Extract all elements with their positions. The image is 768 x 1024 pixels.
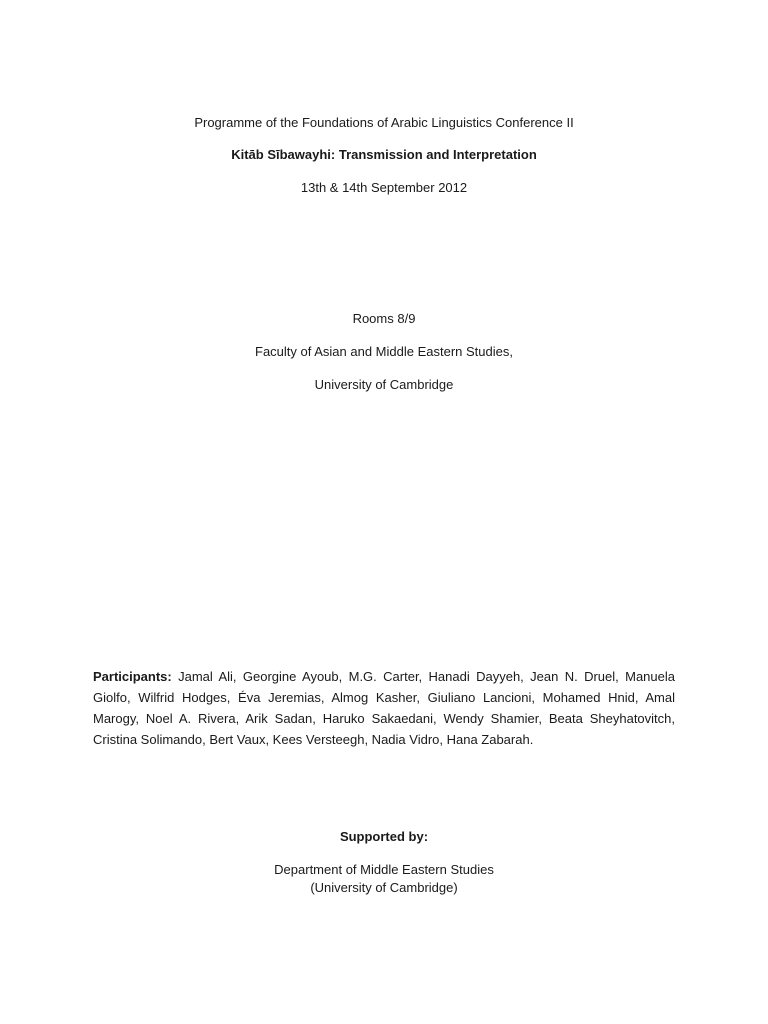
conference-dates: 13th & 14th September 2012 [300, 180, 468, 195]
venue-rooms: Rooms 8/9 [352, 311, 416, 326]
supporting-department: Department of Middle Eastern Studies [274, 862, 494, 877]
participants-label: Participants: [93, 669, 172, 684]
participants-names: Jamal Ali, Georgine Ayoub, M.G. Carter, Hanadi Dayyeh, Jean N. Druel, Manuela Giolfo, Wilfrid Hodges, Éva Jeremias, Almog Kasher, Giuliano Lancioni, Mohamed Hnid, Amal Marogy, Noel A. Rivera, Arik Sadan, Haruko Sakaedani, Wendy Shamier, Beata Sheyhatovitch, Cristina Solimando, Bert Vaux, Kees Versteegh, Nadia Vidro, Hana Zabarah. [93, 669, 675, 747]
programme-title: Programme of the Foundations of Arabic Linguistics Conference II [194, 115, 574, 130]
supporting-university: (University of Cambridge) [310, 880, 458, 895]
supported-by-label: Supported by: [339, 829, 429, 844]
participants-paragraph [93, 666, 675, 750]
venue-university: University of Cambridge [314, 377, 454, 392]
conference-subtitle: Kitāb Sībawayhi: Transmission and Interpretation [231, 147, 537, 162]
venue-faculty: Faculty of Asian and Middle Eastern Studies, [255, 344, 513, 359]
